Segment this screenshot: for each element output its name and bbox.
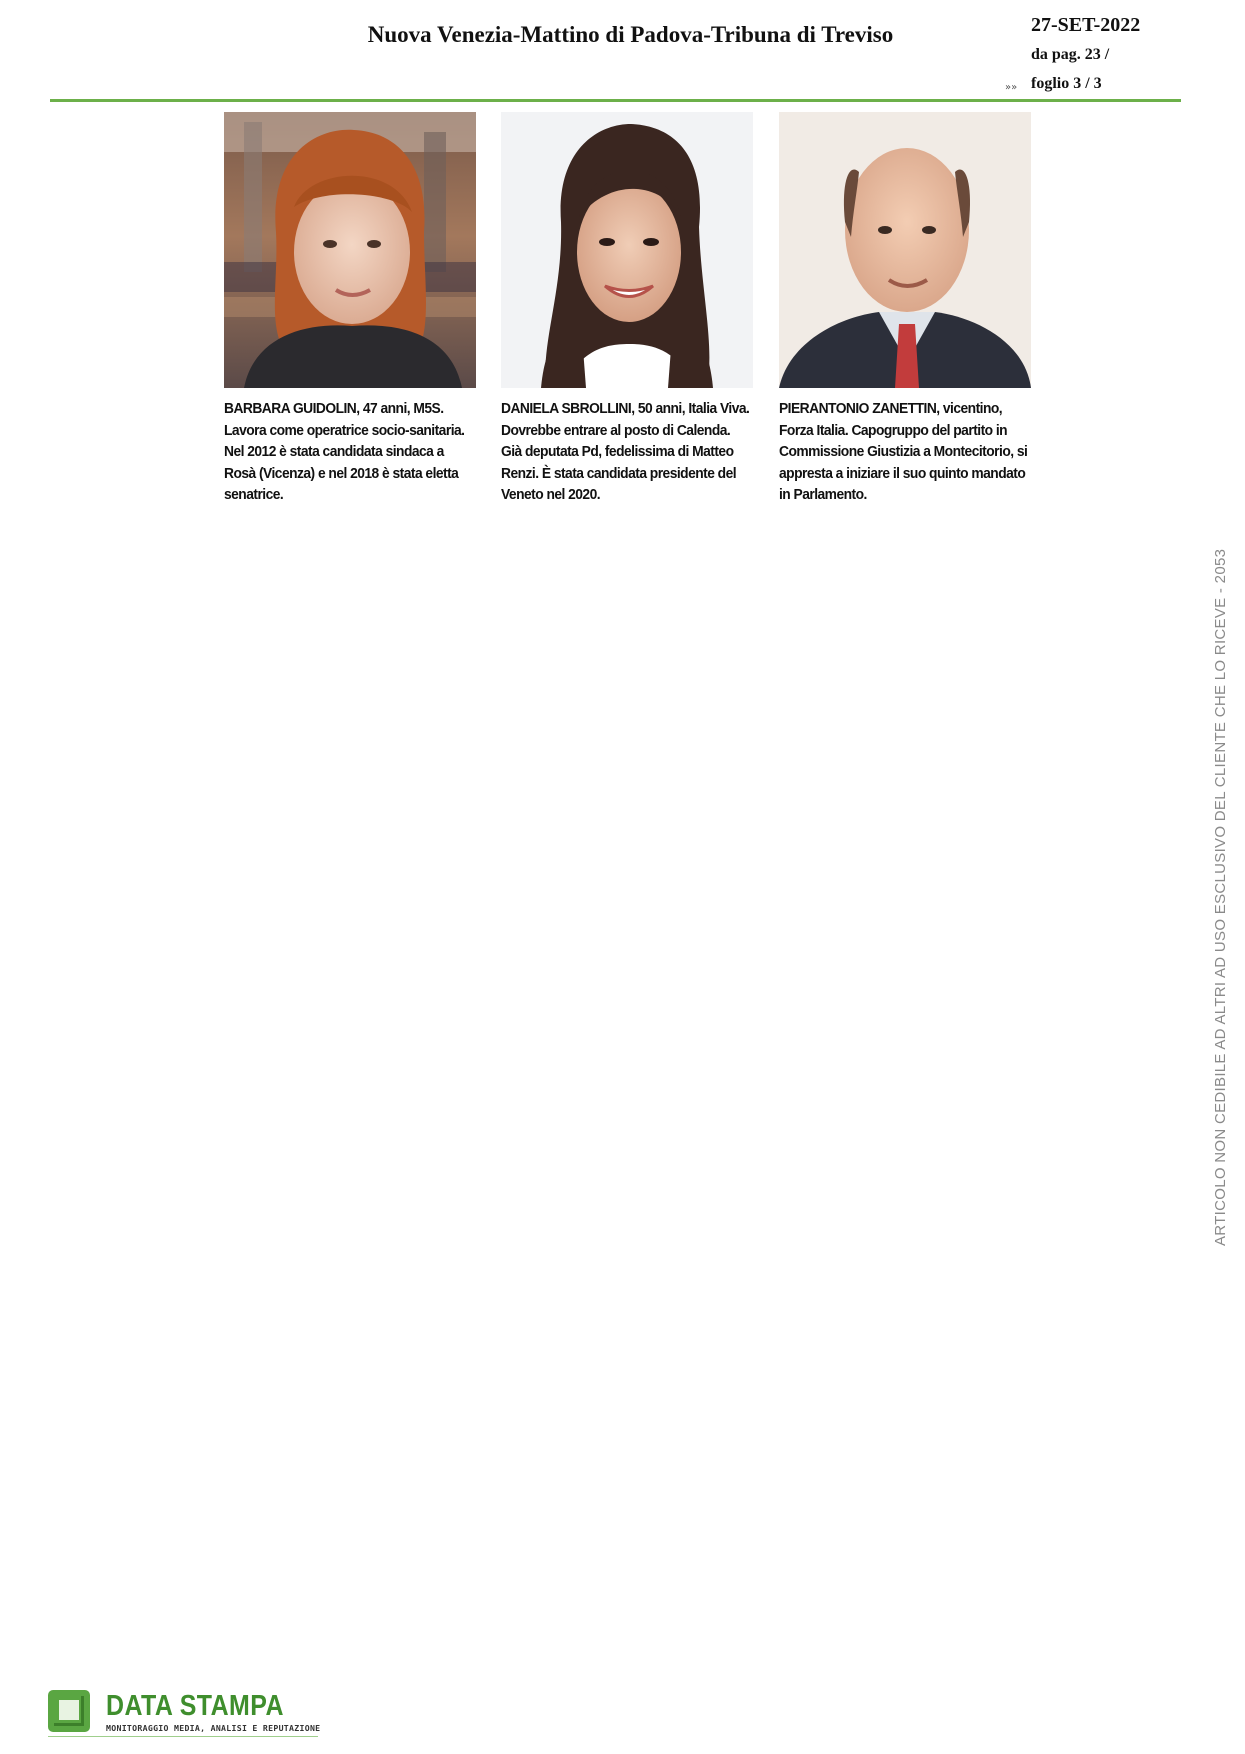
- sheet-number: foglio 3 / 3: [1031, 75, 1102, 92]
- profile-card-zanettin: [779, 112, 1031, 507]
- profile-name: PIERANTONIO ZANETTIN: [779, 401, 937, 417]
- profile-details: , 47 anni, M5S. Lavora come operatrice socio-sanitaria. Nel 2012 è stata candidata sindaca a Rosà (Vicenza) e nel 2018 è stata eletta senatrice.: [224, 401, 465, 503]
- profile-details: , vicentino, Forza Italia. Capogruppo del partito in Commissione Giustizia a Montecitorio, si appresta a iniziare il suo quinto mandato in Parlamento.: [779, 401, 1028, 503]
- profile-caption: [224, 399, 476, 507]
- issue-meta: [1031, 14, 1140, 93]
- profile-name: BARBARA GUIDOLIN: [224, 401, 357, 417]
- copyright-watermark: ARTICOLO NON CEDIBILE AD ALTRI AD USO ESCLUSIVO DEL CLIENTE CHE LO RICEVE - 2053: [1212, 548, 1229, 1246]
- issue-date: 27-SET-2022: [1031, 14, 1141, 36]
- logo-square-icon: [48, 1690, 90, 1732]
- header-rule: [50, 99, 1181, 102]
- profile-caption: [501, 399, 753, 507]
- logo-tagline: MONITORAGGIO MEDIA, ANALISI E REPUTAZIONE: [106, 1723, 321, 1733]
- portrait-photo-guidolin: [224, 112, 476, 388]
- profile-caption: [779, 399, 1031, 507]
- data-stampa-logo: [48, 1690, 348, 1740]
- page-reference: da pag. 23 /: [1031, 46, 1110, 63]
- logo-underline: [48, 1736, 318, 1737]
- logo-brand: DATA STAMPA: [106, 1690, 284, 1722]
- newspaper-title: Nuova Venezia-Mattino di Padova-Tribuna di Treviso: [367, 22, 894, 47]
- profile-details: , 50 anni, Italia Viva. Dovrebbe entrare al posto di Calenda. Già deputata Pd, fedelissima di Matteo Renzi. È stata candidata presidente del Veneto nel 2020.: [501, 401, 750, 503]
- profile-card-guidolin: [224, 112, 476, 507]
- portrait-photo-sbrollini: [501, 112, 753, 388]
- profile-name: DANIELA SBROLLINI: [501, 401, 632, 417]
- portrait-photo-zanettin: [779, 112, 1031, 388]
- continuation-arrow: »»: [1005, 82, 1018, 93]
- profile-card-sbrollini: [501, 112, 753, 507]
